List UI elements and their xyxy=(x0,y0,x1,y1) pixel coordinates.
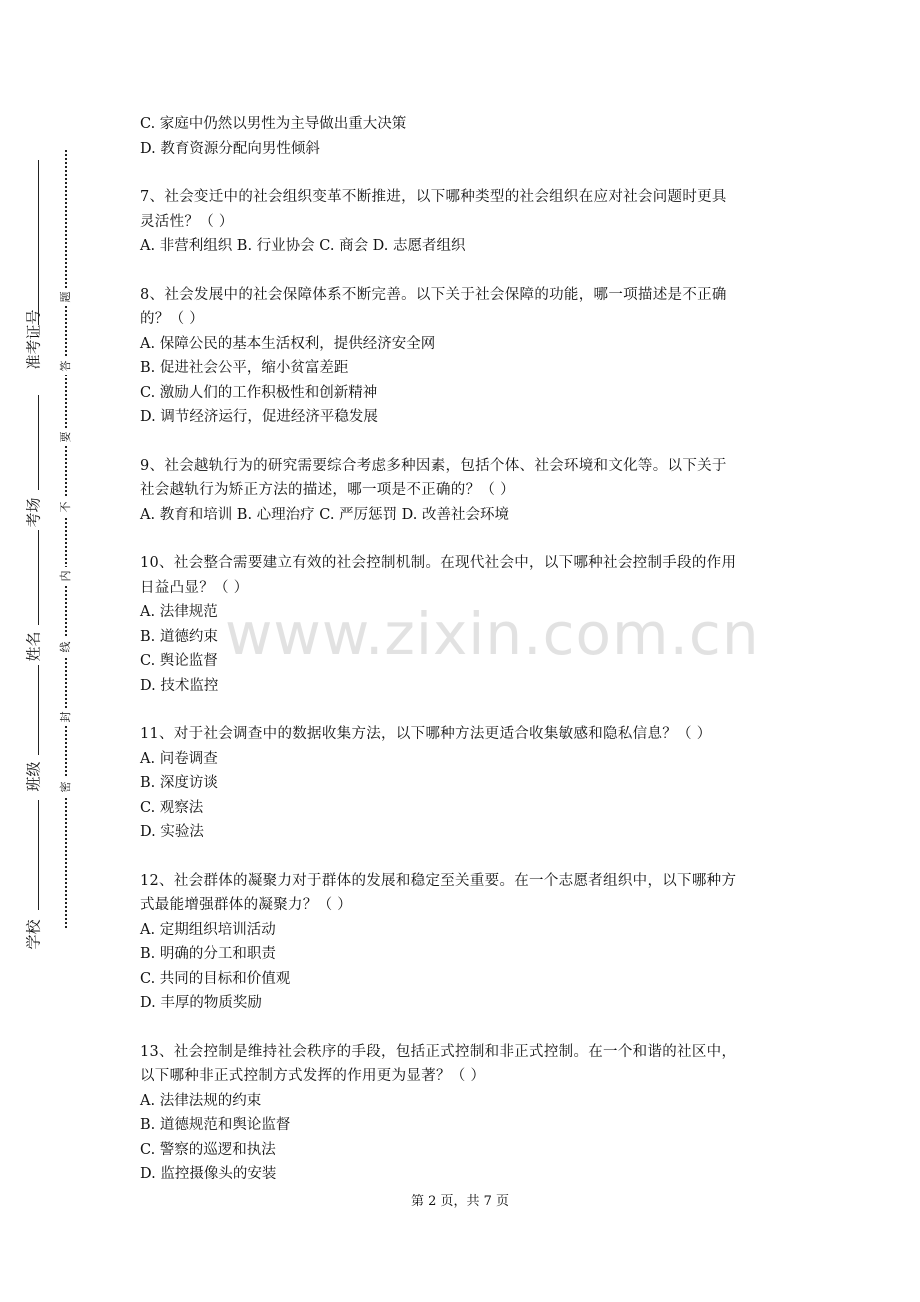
question-6-tail xyxy=(140,112,785,161)
seal-char: 答 xyxy=(57,357,75,375)
exam-room-label: 考场 xyxy=(24,497,43,528)
question-stem: 日益凸显？（ ） xyxy=(140,579,249,596)
question-stem: 12、社会群体的凝聚力对于群体的发展和稳定至关重要。在一个志愿者组织中，以下哪种方 xyxy=(140,872,737,889)
option-c: C. 激励人们的工作积极性和创新精神 xyxy=(140,384,378,401)
option-a: A. 问卷调查 xyxy=(140,750,218,767)
question-stem: 13、社会控制是维持社会秩序的手段，包括正式控制和非正式控制。在一个和谐的社区中， xyxy=(140,1043,737,1060)
question-stem: 的？（ ） xyxy=(140,311,205,327)
question-stem: 10、社会整合需要建立有效的社会控制机制。在现代社会中，以下哪种社会控制手段的作用 xyxy=(140,555,737,571)
question-stem: 7、社会变迁中的社会组织变革不断推进，以下哪种类型的社会组织在应对社会问题时更具 xyxy=(140,189,727,205)
option-d: D. 调节经济运行，促进经济平稳发展 xyxy=(140,409,378,425)
option-b: B. 道德约束 xyxy=(140,628,218,645)
option-a: A. 保障公民的基本生活权利，提供经济安全网 xyxy=(140,335,436,352)
question-12 xyxy=(140,869,785,1016)
page-number: 第 2 页，共 7 页 xyxy=(410,1194,510,1209)
option-c: C. 共同的目标和价值观 xyxy=(140,970,291,987)
question-stem: 9、社会越轨行为的研究需要综合考虑多种因素，包括个体、社会环境和文化等。以下关于 xyxy=(140,457,727,474)
option-d: D. 监控摄像头的安装 xyxy=(140,1166,277,1182)
option-c: C. 家庭中仍然以男性为主导做出重大决策 xyxy=(140,116,407,132)
options-inline: A. 教育和培训 B. 心理治疗 C. 严厉惩罚 D. 改善社会环境 xyxy=(140,506,510,523)
question-9 xyxy=(140,454,785,528)
binding-margin xyxy=(0,0,110,1302)
seal-dotted-line xyxy=(65,150,67,928)
seal-char: 封 xyxy=(57,708,75,726)
option-a: A. 定期组织培训活动 xyxy=(140,921,276,938)
option-b: B. 深度访谈 xyxy=(140,775,218,791)
school-label: 学校 xyxy=(24,919,43,950)
question-stem: 式最能增强群体的凝聚力？（ ） xyxy=(140,897,353,913)
option-c: C. 观察法 xyxy=(140,799,204,816)
seal-char: 要 xyxy=(57,428,75,446)
options-inline: A. 非营利组织 B. 行业协会 C. 商会 D. 志愿者组织 xyxy=(140,238,466,254)
question-8 xyxy=(140,283,785,430)
question-7 xyxy=(140,185,785,259)
question-11 xyxy=(140,722,785,845)
admission-number-line xyxy=(38,160,39,325)
question-stem: 8、社会发展中的社会保障体系不断完善。以下关于社会保障的功能，哪一项描述是不正确 xyxy=(140,286,727,303)
option-b: B. 明确的分工和职责 xyxy=(140,946,276,962)
admission-number-label: 准考证号 xyxy=(24,309,43,370)
question-stem: 11、对于社会调查中的数据收集方法，以下哪种方法更适合收集敏感和隐私信息？（ ） xyxy=(140,726,712,742)
option-d: D. 丰厚的物质奖励 xyxy=(140,995,262,1011)
question-10 xyxy=(140,551,785,698)
option-c: C. 警察的巡逻和执法 xyxy=(140,1141,276,1158)
question-stem: 社会越轨行为矫正方法的描述，哪一项是不正确的？（ ） xyxy=(140,482,515,498)
name-label: 姓名 xyxy=(24,631,43,662)
question-stem: 灵活性？（ ） xyxy=(140,213,234,230)
watermark: www.zixin.com.cn xyxy=(225,600,760,668)
seal-char: 不 xyxy=(57,498,75,516)
question-13 xyxy=(140,1040,785,1187)
seal-char: 密 xyxy=(57,778,75,796)
option-b: B. 道德规范和舆论监督 xyxy=(140,1117,291,1133)
option-a: A. 法律法规的约束 xyxy=(140,1092,262,1109)
seal-char: 内 xyxy=(57,567,75,585)
option-a: A. 法律规范 xyxy=(140,604,218,620)
option-d: D. 实验法 xyxy=(140,824,204,840)
seal-char: 题 xyxy=(57,288,75,306)
question-list xyxy=(140,112,785,1211)
exam-room-line xyxy=(38,395,39,490)
option-d: D. 教育资源分配向男性倾斜 xyxy=(140,140,320,157)
school-line xyxy=(38,800,39,910)
option-c: C. 舆论监督 xyxy=(140,653,218,669)
class-line xyxy=(38,665,39,755)
class-label: 班级 xyxy=(24,761,43,792)
name-line xyxy=(38,530,39,625)
option-d: D. 技术监控 xyxy=(140,677,219,694)
question-stem: 以下哪种非正式控制方式发挥的作用更为显著？（ ） xyxy=(140,1068,486,1084)
option-b: B. 促进社会公平，缩小贫富差距 xyxy=(140,360,349,376)
seal-char: 线 xyxy=(57,638,75,656)
